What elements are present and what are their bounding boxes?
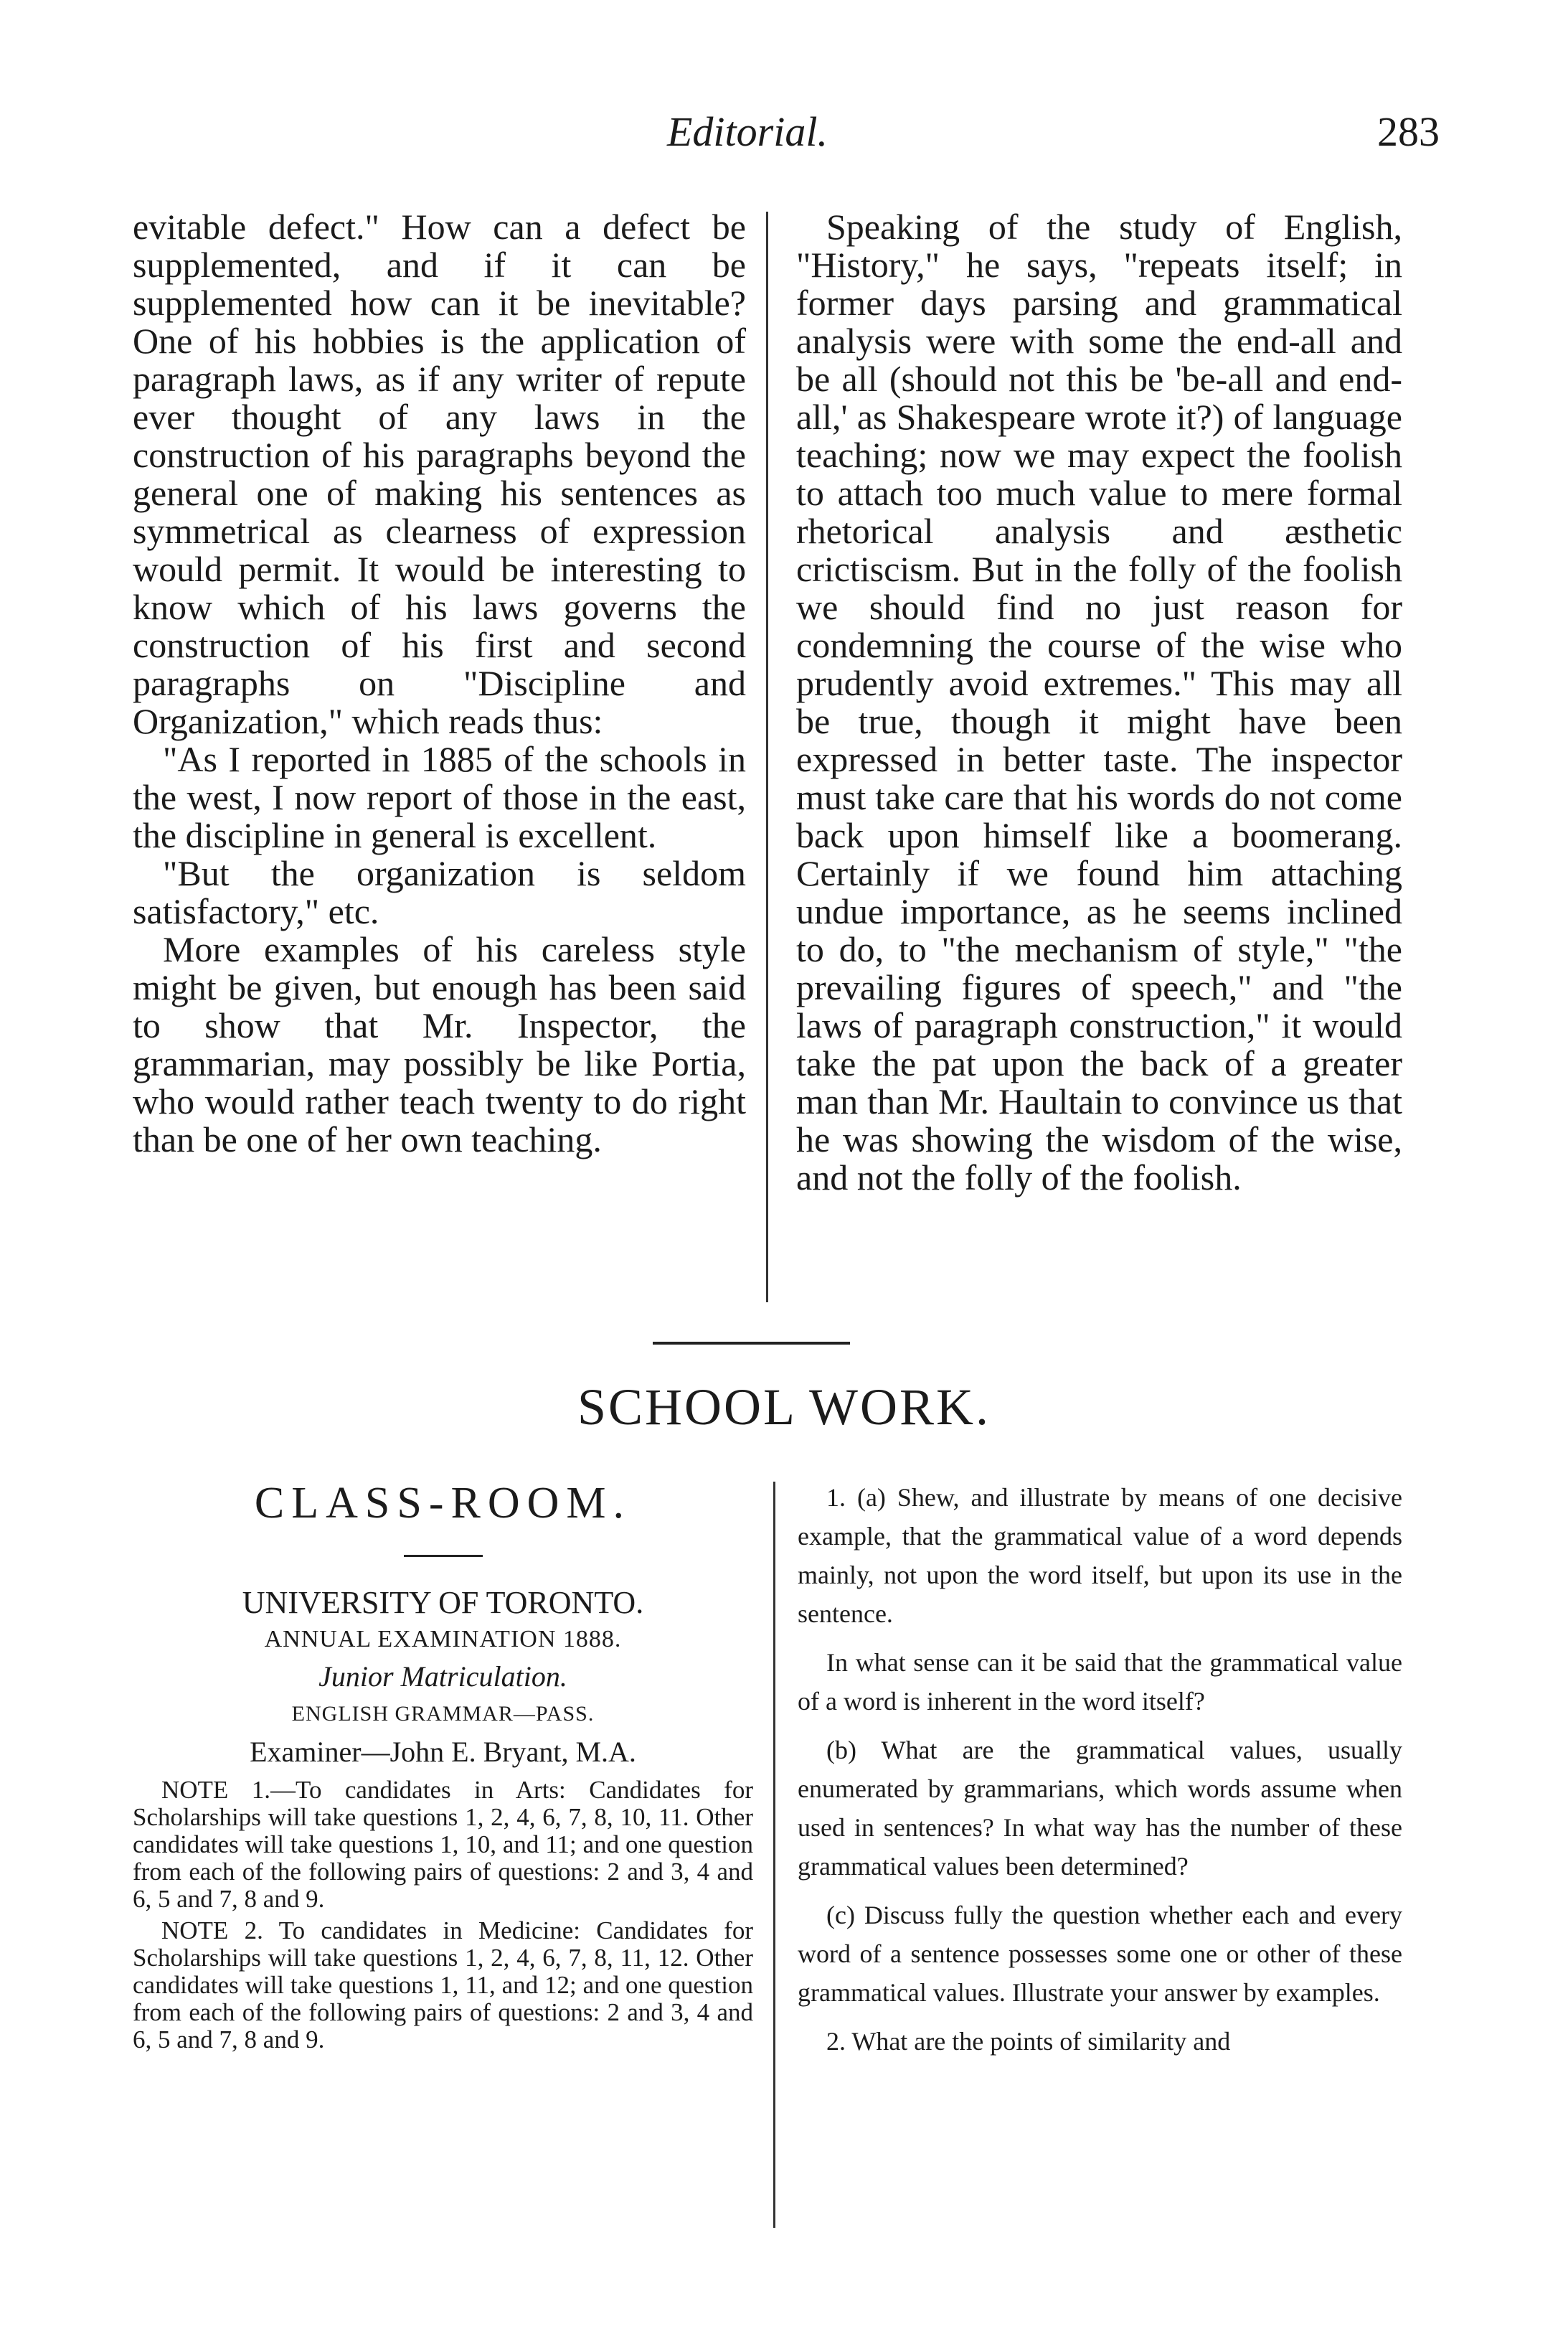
heading-rule [404, 1555, 483, 1557]
exam-question: (b) What are the grammatical values, usually enumerated by grammarians, which words assume when used in sentences? In what way has the number of these grammatical values been determined? [798, 1736, 1402, 1881]
editorial-left-column [133, 208, 746, 1159]
editorial-paragraph: More examples of his careless style might be given, but enough has been said to show that Mr. Inspector, the grammarian, may possibly be like Portia, who would rather teach twenty to do right than be one of her own teaching. [133, 929, 746, 1159]
questions-column [798, 1478, 1402, 2061]
examiner-line: Examiner—John E. Bryant, M.A. [250, 1736, 636, 1768]
matriculation-label: Junior Matriculation. [318, 1660, 567, 1693]
exam-question: In what sense can it be said that the grammatical value of a word is inherent in the word itself? [798, 1648, 1402, 1716]
editorial-quote: "But the organization is seldom satisfactory," etc. [133, 853, 746, 931]
editorial-paragraph: evitable defect." How can a defect be supplemented, and if it can be supplemented how can it be inevitable? One of his hobbies is the application of paragraph laws, as if any writer of repute ever thought of any laws in the construction of his paragraphs beyond the general one of making his sentences as symmetrical as clearness of expression would permit. It would be interesting to know which of his laws governs the construction of his first and second paragraphs on "Discipline and Organization," which reads thus: [133, 207, 746, 741]
page-number: 283 [1377, 108, 1440, 155]
editorial-right-column [796, 208, 1402, 1197]
column-divider [766, 212, 768, 1302]
section-title: SCHOOL WORK. [577, 1378, 991, 1436]
exam-note: NOTE 2. To candidates in Medicine: Candidates for Scholarships will take questions 1, 2, 4, 6, 7, 8, 11, 12. Other candidates will take questions 1, 11, and 12; and one question from each of the following pairs of questions: 2 and 3, 4 and 6, 5 and 7, 8 and 9. [133, 1916, 753, 2053]
classroom-heading: CLASS-ROOM. [254, 1479, 632, 1528]
running-title: Editorial. [667, 108, 828, 155]
university-name: UNIVERSITY OF TORONTO. [242, 1585, 644, 1620]
subject-label: ENGLISH GRAMMAR—PASS. [291, 1702, 595, 1726]
editorial-paragraph: Speaking of the study of English, "History," he says, "repeats itself; in former days parsing and grammatical analysis were with some the end-all and be all (should not this be 'be-all and end-all,' as Shakespeare wrote it?) of language teaching; now we may expect the foolish to attach too much value to mere formal rhetorical analysis and æsthetic crictiscism. But in the folly of the foolish we should find no just reason for condemning the course of the wise who prudently avoid extremes." This may all be true, though it might have been expressed in better taste. The inspector must take care that his words do not come back upon himself like a boomerang. Certainly if we found him attaching undue importance, as he seems inclined to do, to "the mechanism of style," "the prevailing figures of speech," and "the laws of paragraph construction," it would take the pat upon the back of a greater man than Mr. Haultain to convince us that he was showing the wisdom of the wise, and not the folly of the foolish. [796, 207, 1402, 1198]
column-divider [773, 1482, 775, 2228]
section-rule [653, 1342, 850, 1345]
editorial-quote: "As I reported in 1885 of the schools in the west, I now report of those in the east, the discipline in general is excellent. [133, 739, 746, 855]
classroom-column [133, 1478, 753, 2053]
exam-question: 2. What are the points of similarity and [826, 2027, 1231, 2056]
exam-title: ANNUAL EXAMINATION 1888. [264, 1626, 622, 1652]
exam-question: 1. (a) Shew, and illustrate by means of one decisive example, that the grammatical value of a word depends mainly, not upon the word itself, but upon its use in the sentence. [798, 1483, 1402, 1628]
exam-note: NOTE 1.—To candidates in Arts: Candidates for Scholarships will take questions 1, 2, 4, 6, 7, 8, 10, 11. Other candidates will take questions 1, 10, and 11; and one question from each of the following pairs of questions: 2 and 3, 4 and 6, 5 and 7, 8 and 9. [133, 1776, 753, 1913]
exam-question: (c) Discuss fully the question whether each and every word of a sentence possesses some one or other of these grammatical values. Illustrate your answer by examples. [798, 1901, 1402, 2007]
